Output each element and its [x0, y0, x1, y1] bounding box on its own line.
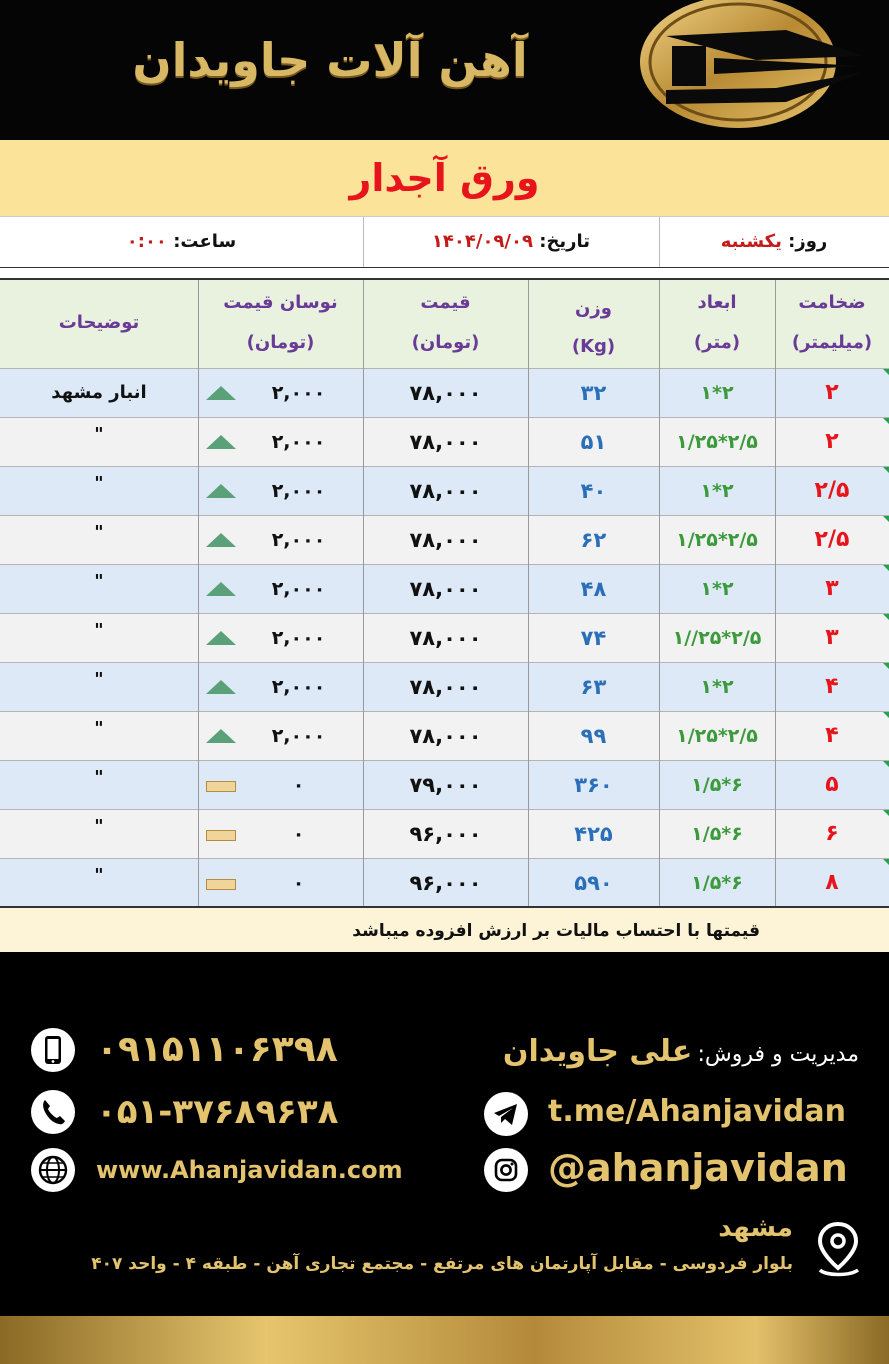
cell-thickness: ۴	[825, 723, 839, 748]
cell-fluctuation: ۰	[292, 872, 305, 894]
cell-weight: ۴۲۵	[574, 822, 613, 846]
phone-number[interactable]: ۰۵۱-۳۷۶۸۹۶۳۸	[96, 1092, 339, 1132]
cell-weight: ۶۳	[580, 675, 607, 699]
cell-dimensions: ۱*۲	[700, 480, 734, 502]
trend-up-icon	[206, 582, 236, 596]
location-pin-icon	[812, 1220, 864, 1280]
cell-thickness: ۲/۵	[814, 527, 850, 552]
header-notes: توضیحات	[58, 312, 140, 333]
trend-up-icon	[206, 484, 236, 498]
cell-thickness: ۵	[825, 772, 839, 797]
cell-thickness: ۸	[825, 870, 839, 895]
header-dimensions: ابعاد (متر)	[693, 292, 741, 353]
time-info	[0, 217, 363, 267]
cell-thickness: ۶	[825, 821, 839, 846]
header-fluctuation: نوسان قیمت (تومان)	[223, 292, 338, 353]
telegram-link[interactable]: t.me/Ahanjavidan	[548, 1094, 846, 1129]
column-divider	[775, 280, 776, 906]
spacer	[0, 268, 889, 280]
cell-marker-icon	[883, 614, 889, 620]
cell-price: ۷۹,۰۰۰	[409, 773, 482, 797]
cell-note: انبار مشهد	[51, 382, 147, 403]
cell-marker-icon	[883, 467, 889, 473]
day-value: یکشنبه	[720, 231, 782, 252]
cell-note: "	[94, 669, 104, 690]
table-row	[0, 515, 889, 564]
cell-weight: ۴۸	[580, 577, 607, 601]
cell-price: ۷۸,۰۰۰	[409, 528, 482, 552]
cell-marker-icon	[883, 663, 889, 669]
cell-note: "	[94, 816, 104, 837]
time-value: ۰:۰۰	[126, 231, 167, 252]
cell-price: ۹۶,۰۰۰	[409, 871, 482, 895]
date-value: ۱۴۰۴/۰۹/۰۹	[431, 231, 533, 252]
cell-thickness: ۴	[825, 674, 839, 699]
day-label: روز:	[788, 231, 828, 252]
time-label: ساعت:	[173, 231, 237, 252]
title-bar	[0, 140, 889, 216]
instagram-handle[interactable]: @ahanjavidan	[548, 1146, 848, 1190]
city: مشهد	[718, 1213, 793, 1243]
cell-thickness: ۲	[825, 429, 839, 454]
header-weight: وزن (Kg)	[571, 298, 616, 357]
trend-up-icon	[206, 533, 236, 547]
table-row	[0, 417, 889, 466]
cell-thickness: ۲	[825, 380, 839, 405]
phone-icon	[31, 1090, 75, 1134]
cell-thickness: ۲/۵	[814, 478, 850, 503]
trend-up-icon	[206, 631, 236, 645]
trend-up-icon	[206, 435, 236, 449]
cell-dimensions: ۱*۲	[700, 578, 734, 600]
cell-dimensions: ۱/۲۵*۲/۵	[676, 529, 758, 551]
cell-weight: ۵۹۰	[574, 871, 613, 895]
column-divider	[659, 280, 660, 906]
cell-marker-icon	[883, 761, 889, 767]
cell-fluctuation: ۰	[292, 774, 305, 796]
cell-marker-icon	[883, 859, 889, 865]
cell-marker-icon	[883, 418, 889, 424]
cell-weight: ۴۰	[580, 479, 607, 503]
cell-weight: ۶۲	[580, 528, 607, 552]
bottom-gold-strip	[0, 1316, 889, 1364]
header-price: قیمت (تومان)	[411, 292, 480, 353]
trend-flat-icon	[206, 781, 236, 792]
cell-fluctuation: ۲,۰۰۰	[271, 529, 326, 551]
manager-info	[503, 1030, 859, 1078]
address: بلوار فردوسی - مقابل آپارتمان های مرتفع - مجتمع تجاری آهن - طبقه ۴ - واحد ۴۰۷	[91, 1254, 793, 1274]
cell-weight: ۳۲	[580, 381, 607, 405]
table-row	[0, 760, 889, 809]
cell-note: "	[94, 473, 104, 494]
trend-up-icon	[206, 729, 236, 743]
table-row	[0, 368, 889, 417]
info-row	[0, 216, 889, 269]
header	[0, 0, 889, 140]
cell-note: "	[94, 424, 104, 445]
cell-note: "	[94, 767, 104, 788]
cell-price: ۷۸,۰۰۰	[409, 430, 482, 454]
cell-marker-icon	[883, 810, 889, 816]
cell-fluctuation: ۰	[292, 823, 305, 845]
column-divider	[198, 280, 199, 906]
cell-dimensions: ۱//۲۵*۲/۵	[672, 627, 762, 649]
cell-dimensions: ۱/۲۵*۲/۵	[676, 431, 758, 453]
cell-dimensions: ۱/۲۵*۲/۵	[676, 725, 758, 747]
tax-note-bar	[0, 906, 889, 954]
cell-dimensions: ۱*۲	[700, 382, 734, 404]
tax-note: قیمتها با احتساب مالیات بر ارزش افزوده میباشد	[352, 921, 760, 941]
table-row	[0, 711, 889, 760]
cell-note: "	[94, 718, 104, 739]
cell-note: "	[94, 865, 104, 886]
telegram-icon	[484, 1092, 528, 1136]
cell-weight: ۳۶۰	[574, 773, 613, 797]
cell-marker-icon	[883, 712, 889, 718]
manager-label: مدیریت و فروش:	[697, 1042, 859, 1067]
cell-fluctuation: ۲,۰۰۰	[271, 676, 326, 698]
page-title: ورق آجدار	[349, 156, 540, 200]
price-table	[0, 280, 889, 906]
trend-up-icon	[206, 386, 236, 400]
cell-price: ۷۸,۰۰۰	[409, 577, 482, 601]
trend-flat-icon	[206, 830, 236, 841]
cell-marker-icon	[883, 565, 889, 571]
cell-weight: ۷۴	[580, 626, 607, 650]
cell-note: "	[94, 571, 104, 592]
mobile-icon	[31, 1028, 75, 1072]
cell-fluctuation: ۲,۰۰۰	[271, 578, 326, 600]
brand-name: آهن آلات جاویدان	[132, 33, 528, 87]
trend-flat-icon	[206, 879, 236, 890]
cell-fluctuation: ۲,۰۰۰	[271, 382, 326, 404]
table-row	[0, 466, 889, 515]
cell-price: ۷۸,۰۰۰	[409, 381, 482, 405]
table-row	[0, 613, 889, 662]
table-header	[0, 280, 889, 368]
website-link[interactable]: www.Ahanjavidan.com	[96, 1156, 403, 1184]
cell-fluctuation: ۲,۰۰۰	[271, 627, 326, 649]
info-divider	[659, 217, 660, 267]
day-info	[659, 217, 889, 267]
table-row	[0, 809, 889, 858]
cell-price: ۷۸,۰۰۰	[409, 626, 482, 650]
cell-price: ۷۸,۰۰۰	[409, 675, 482, 699]
cell-thickness: ۳	[825, 576, 839, 601]
cell-weight: ۹۹	[580, 724, 607, 748]
cell-price: ۷۸,۰۰۰	[409, 724, 482, 748]
cell-price: ۷۸,۰۰۰	[409, 479, 482, 503]
company-logo-icon	[636, 0, 876, 130]
instagram-icon	[484, 1148, 528, 1192]
cell-marker-icon	[883, 516, 889, 522]
cell-note: "	[94, 620, 104, 641]
manager-name: علی جاویدان	[502, 1034, 693, 1069]
trend-up-icon	[206, 680, 236, 694]
mobile-number[interactable]: ۰۹۱۵۱۱۰۶۳۹۸	[96, 1029, 338, 1070]
cell-note: "	[94, 522, 104, 543]
date-info	[363, 217, 659, 267]
table-row	[0, 564, 889, 613]
table-row	[0, 858, 889, 907]
footer	[0, 952, 889, 1316]
table-row	[0, 662, 889, 711]
header-thickness: ضخامت (میلیمتر)	[791, 292, 873, 353]
cell-thickness: ۳	[825, 625, 839, 650]
cell-fluctuation: ۲,۰۰۰	[271, 431, 326, 453]
cell-price: ۹۶,۰۰۰	[409, 822, 482, 846]
info-divider	[363, 217, 364, 267]
cell-dimensions: ۱*۲	[700, 676, 734, 698]
cell-dimensions: ۱/۵*۶	[691, 823, 743, 845]
column-divider	[363, 280, 364, 906]
cell-marker-icon	[883, 369, 889, 375]
globe-icon	[31, 1148, 75, 1192]
cell-weight: ۵۱	[580, 430, 607, 454]
cell-dimensions: ۱/۵*۶	[691, 774, 743, 796]
column-divider	[528, 280, 529, 906]
cell-dimensions: ۱/۵*۶	[691, 872, 743, 894]
cell-fluctuation: ۲,۰۰۰	[271, 480, 326, 502]
date-label: تاریخ:	[539, 231, 591, 252]
cell-fluctuation: ۲,۰۰۰	[271, 725, 326, 747]
